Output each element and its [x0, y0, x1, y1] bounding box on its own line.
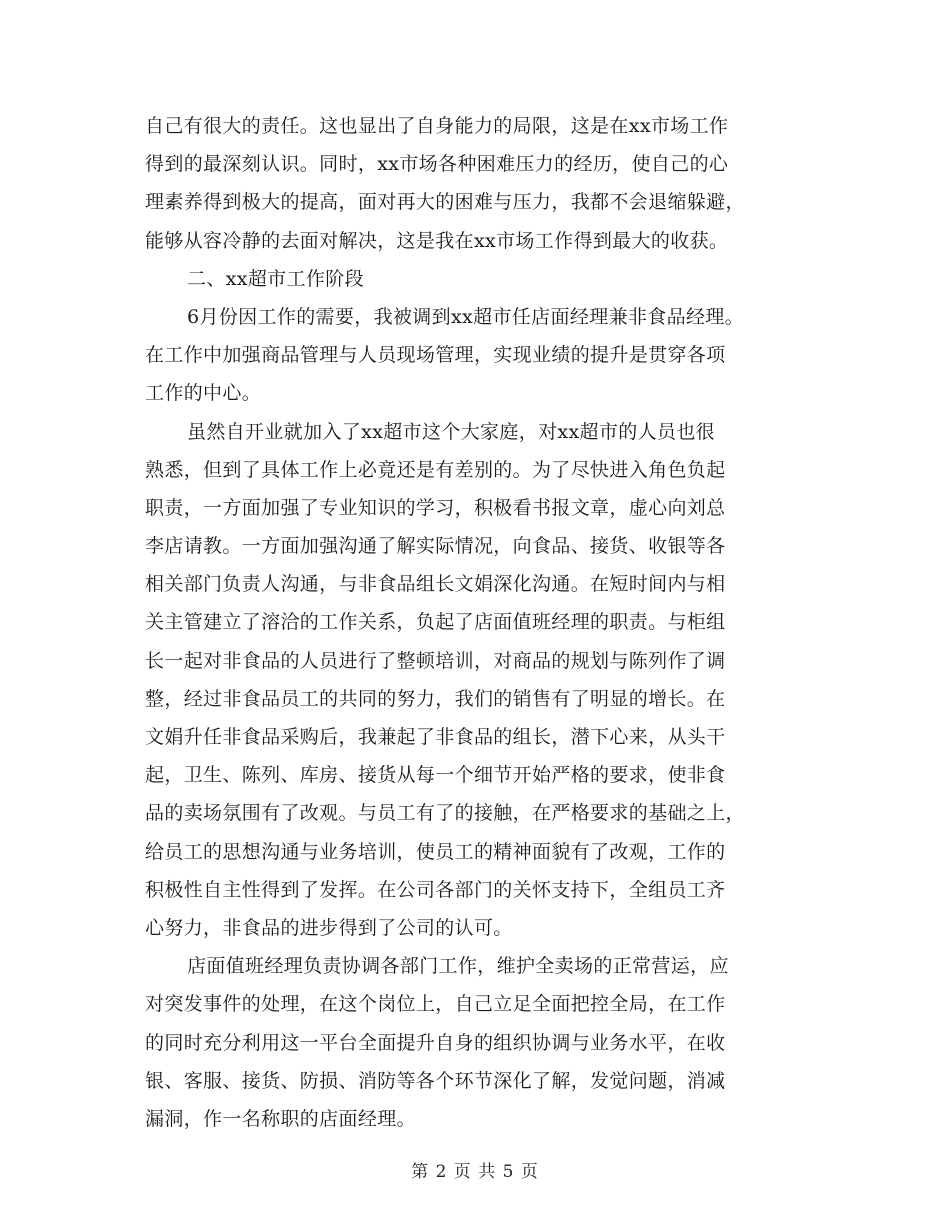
text-line: 能够从容冷静的去面对解决，这是我在xx市场工作得到最大的收获。 [145, 229, 729, 252]
text-line: 李店请教。一方面加强沟通了解实际情况，向食品、接货、收银等各 [145, 535, 726, 558]
text-line: 漏洞，作一名称职的店面经理。 [145, 1107, 416, 1130]
text-line: 职责，一方面加强了专业知识的学习，积极看书报文章，虚心向刘总 [145, 496, 726, 519]
text-line: 的同时充分利用这一平台全面提升自身的组织协调与业务水平，在收 [145, 1031, 726, 1054]
text-line: 对突发事件的处理，在这个岗位上，自己立足全面把控全局，在工作 [145, 993, 726, 1016]
text-line: 理素养得到极大的提高，面对再大的困难与压力，我都不会退缩躲避， [145, 191, 745, 214]
text-line: 给员工的思想沟通与业务培训，使员工的精神面貌有了改观，工作的 [145, 840, 726, 863]
text-line: 心努力，非食品的进步得到了公司的认可。 [145, 916, 513, 939]
text-line: 银、客服、接货、防损、消防等各个环节深化了解，发觉问题，消减 [145, 1069, 726, 1092]
text-line: 品的卖场氛围有了改观。与员工有了的接触，在严格要求的基础之上， [145, 802, 745, 825]
text-line: 整，经过非食品员工的共同的努力，我们的销售有了明显的增长。在 [145, 687, 726, 710]
text-line: 关主管建立了溶洽的工作关系，负起了店面值班经理的职责。与柜组 [145, 611, 726, 634]
text-line: 自己有很大的责任。这也显出了自身能力的局限，这是在xx市场工作 [145, 115, 729, 137]
text-line: 熟悉，但到了具体工作上必竟还是有差别的。为了尽快进入角色负起 [145, 458, 726, 481]
text-line: 在工作中加强商品管理与人员现场管理，实现业绩的提升是贯穿各项 [145, 344, 726, 367]
text-line: 店面值班经理负责协调各部门工作，维护全卖场的正常营运，应 [187, 955, 729, 978]
page-number-footer: 第 2 页 共 5 页 [411, 1162, 539, 1182]
text-line: 起，卫生、陈列、库房、接货从每一个细节开始严格的要求，使非食 [145, 764, 726, 787]
text-line: 文娟升任非食品采购后，我兼起了非食品的组长，潜下心来，从头干 [145, 726, 726, 748]
text-line: 虽然自开业就加入了xx超市这个大家庭，对xx超市的人员也很 [187, 420, 716, 443]
text-line: 长一起对非食品的人员进行了整顿培训，对商品的规划与陈列作了调 [145, 649, 726, 672]
text-line: 积极性自主性得到了发挥。在公司各部门的关怀支持下，全组员工齐 [145, 878, 726, 901]
text-line: 二、xx超市工作阶段 [187, 267, 364, 290]
text-line: 工作的中心。 [145, 382, 262, 405]
text-line: 6月份因工作的需要，我被调到xx超市任店面经理兼非食品经理。 [187, 305, 745, 328]
text-line: 得到的最深刻认识。同时，xx市场各种困难压力的经历，使自己的心 [145, 153, 729, 176]
text-line: 相关部门负责人沟通，与非食品组长文娟深化沟通。在短时间内与相 [145, 573, 726, 596]
document-body [145, 107, 813, 1138]
